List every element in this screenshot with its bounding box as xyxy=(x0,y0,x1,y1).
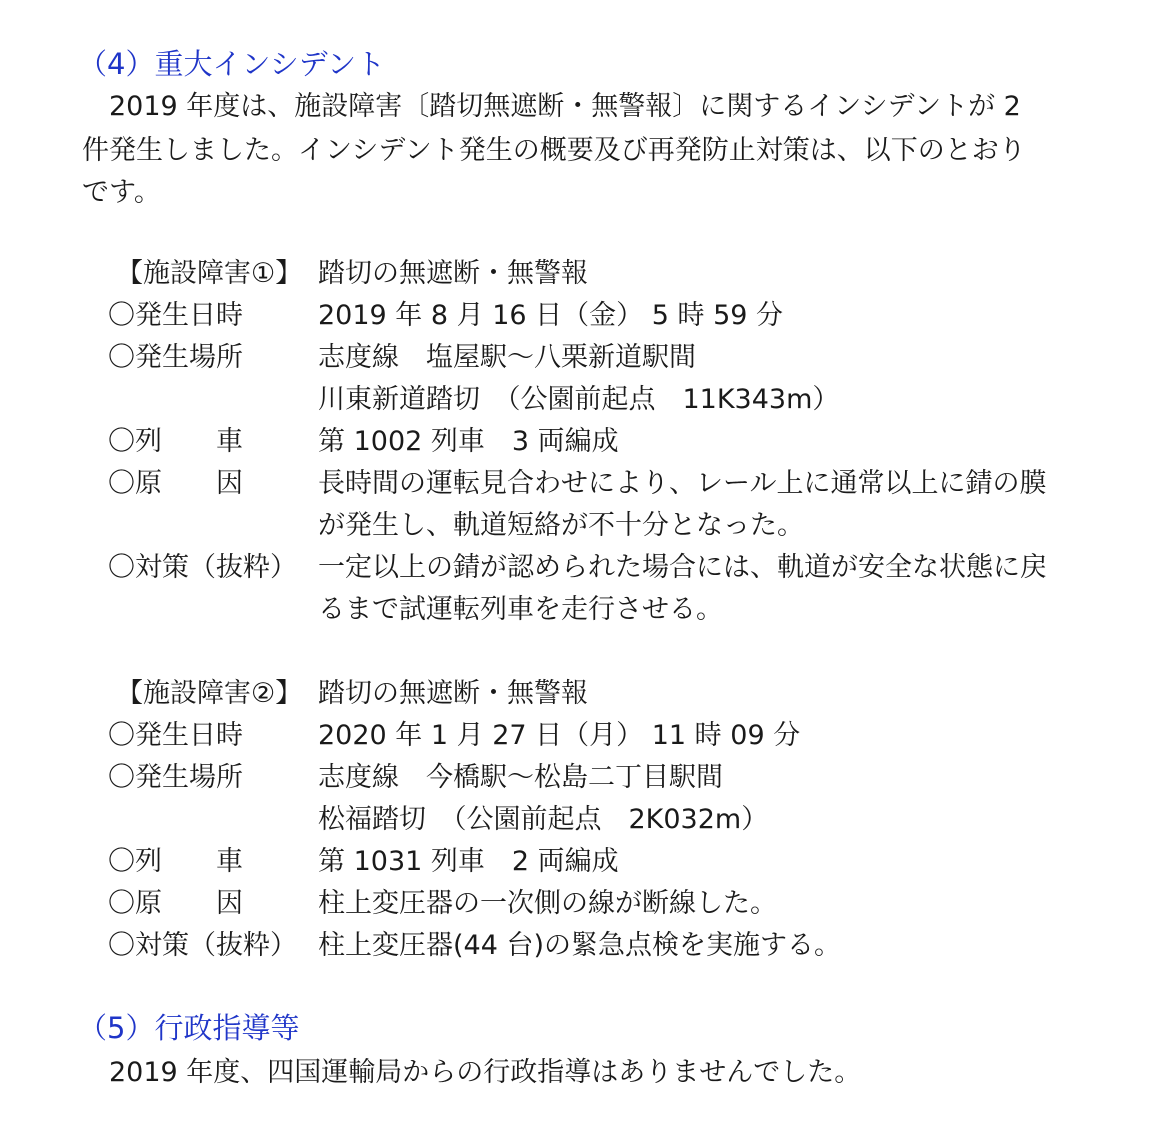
section4-heading: （4）重大インシデント xyxy=(78,47,386,81)
incident2-title-value: 踏切の無遮断・無警報 xyxy=(318,678,588,709)
incident1-train-label: 〇列 車 xyxy=(108,426,243,457)
incident1-measure-value-2: るまで試運転列車を走行させる。 xyxy=(318,594,723,625)
incident2-title-label: 【施設障害②】 xyxy=(116,678,303,709)
incident1-measure-value-1: 一定以上の錆が認められた場合には、軌道が安全な状態に戻 xyxy=(318,552,1047,583)
section5-body: 2019 年度、四国運輸局からの行政指導はありませんでした。 xyxy=(82,1057,862,1088)
incident2-place-value-1: 志度線 今橋駅～松島二丁目駅間 xyxy=(318,762,723,793)
incident2-cause-value-1: 柱上変圧器の一次側の線が断線した。 xyxy=(318,888,777,919)
incident2-place-label: 〇発生場所 xyxy=(108,762,243,793)
incident2-place-value-2: 松福踏切 （公園前起点 2K032m） xyxy=(318,804,769,835)
incident2-date-label: 〇発生日時 xyxy=(108,720,243,751)
section4-intro-line-3: です。 xyxy=(82,177,161,208)
incident1-cause-value-1: 長時間の運転見合わせにより、レール上に通常以上に錆の膜 xyxy=(318,468,1047,499)
incident1-train-value: 第 1002 列車 3 両編成 xyxy=(318,426,619,457)
incident1-date-label: 〇発生日時 xyxy=(108,300,243,331)
incident2-measure-value-1: 柱上変圧器(44 台)の緊急点検を実施する。 xyxy=(318,930,842,961)
incident1-date-value: 2019 年 8 月 16 日（金） 5 時 59 分 xyxy=(318,300,784,331)
incident2-measure-label: 〇対策（抜粋） xyxy=(108,930,297,961)
incident2-cause-label: 〇原 因 xyxy=(108,888,243,919)
incident1-place-value-1: 志度線 塩屋駅～八栗新道駅間 xyxy=(318,342,696,373)
incident1-place-label: 〇発生場所 xyxy=(108,342,243,373)
incident1-measure-label: 〇対策（抜粋） xyxy=(108,552,297,583)
section4-intro-line-2: 件発生しました。インシデント発生の概要及び再発防止対策は、以下のとおり xyxy=(82,135,1026,166)
section5-heading: （5）行政指導等 xyxy=(78,1011,300,1045)
incident2-train-label: 〇列 車 xyxy=(108,846,243,877)
incident1-place-value-2: 川東新道踏切 （公園前起点 11K343m） xyxy=(318,384,840,415)
incident1-cause-label: 〇原 因 xyxy=(108,468,243,499)
incident2-date-value: 2020 年 1 月 27 日（月） 11 時 09 分 xyxy=(318,720,801,751)
section4-intro-line-1: 2019 年度は、施設障害〔踏切無遮断・無警報〕に関するインシデントが 2 xyxy=(82,91,1021,122)
incident1-title-value: 踏切の無遮断・無警報 xyxy=(318,258,588,289)
incident2-train-value: 第 1031 列車 2 両編成 xyxy=(318,846,619,877)
incident1-title-label: 【施設障害①】 xyxy=(116,258,303,289)
incident1-cause-value-2: が発生し、軌道短絡が不十分となった。 xyxy=(318,510,804,541)
